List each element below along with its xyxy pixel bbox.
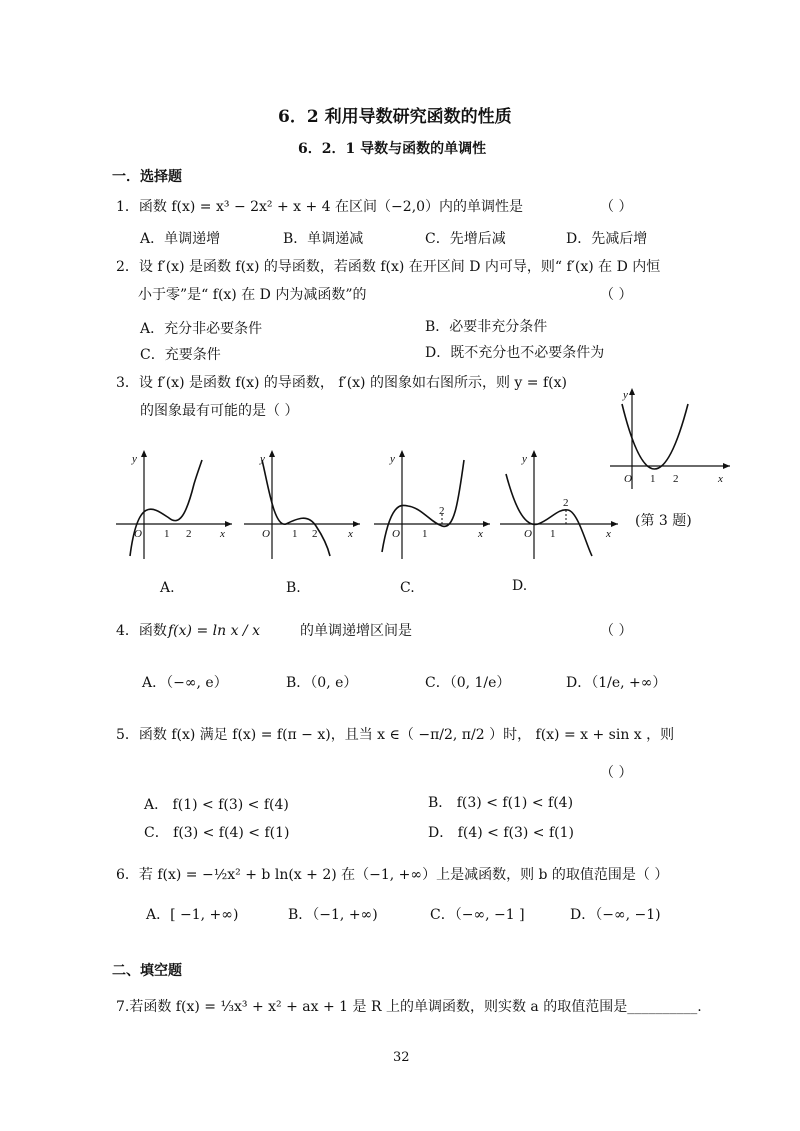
question-7-stem: 7.若函数 f(x) = ⅓x³ + x² + ax + 1 是 R 上的单调函数，则实数 a 的取值范围是__________. bbox=[116, 999, 702, 1015]
question-1-answer-paren: （ ） bbox=[600, 199, 633, 215]
graph-b-y-label: y bbox=[260, 453, 265, 465]
question-5-answer-paren: （ ） bbox=[600, 765, 633, 781]
question-4-expression: f(x) = ln x / x bbox=[168, 623, 260, 639]
graph-a-origin: O bbox=[134, 528, 142, 540]
graph-option-d bbox=[498, 444, 620, 568]
graph-c-x-label: x bbox=[478, 528, 483, 540]
question-3-stem-line1: 3．设 f′(x) 是函数 f(x) 的导函数， f′(x) 的图象如右图所示，则 y = f(x) bbox=[116, 375, 567, 391]
graph-d-x-label: x bbox=[606, 528, 611, 540]
question-5-option-b: B． f(3) < f(1) < f(4) bbox=[428, 795, 574, 811]
question-6-option-c: C．（−∞, −1 ] bbox=[430, 907, 525, 923]
page-number: 32 bbox=[393, 1050, 410, 1065]
question-4-option-c: C．（0, 1/e） bbox=[425, 675, 511, 691]
question-1-stem: 1．函数 f(x) = x³ − 2x² + x + 4 在区间（−2,0）内的单调性是 bbox=[116, 199, 524, 215]
deriv-y-label: y bbox=[623, 389, 628, 401]
section-fill-heading: 二、填空题 bbox=[112, 963, 182, 979]
graph-a-tick-1: 1 bbox=[164, 528, 170, 540]
question-5-option-a: A． f(1) < f(3) < f(4) bbox=[144, 797, 289, 813]
graph-c-tick-1: 1 bbox=[422, 528, 428, 540]
page-title: 6．2 利用导数研究函数的性质 bbox=[278, 107, 512, 127]
question-2-option-a: A．充分非必要条件 bbox=[140, 321, 263, 337]
graph-a-tick-2: 2 bbox=[186, 528, 192, 540]
derivative-graph bbox=[606, 384, 736, 498]
question-1-option-d: D．先减后增 bbox=[566, 231, 648, 247]
graph-d-tick-2: 2 bbox=[563, 497, 569, 509]
question-4-option-d: D．（1/e, +∞） bbox=[566, 675, 667, 691]
graph-label-d: D. bbox=[512, 578, 528, 594]
question-6-option-b: B．（−1, +∞) bbox=[288, 907, 378, 923]
question-2-stem-line2: 小于零”是“ f(x) 在 D 内为减函数”的 bbox=[138, 287, 367, 303]
deriv-origin-label: O bbox=[624, 473, 632, 485]
question-4-prefix: 4．函数 bbox=[116, 623, 167, 639]
graph-d-origin: O bbox=[524, 528, 532, 540]
graph-d-tick-1: 1 bbox=[550, 528, 556, 540]
question-2-stem-line1: 2．设 f′(x) 是函数 f(x) 的导函数，若函数 f(x) 在开区间 D 内可导，则“ f′(x) 在 D 内恒 bbox=[116, 259, 661, 275]
deriv-tick-1: 1 bbox=[650, 473, 656, 485]
graph-option-a bbox=[114, 444, 234, 568]
question-1-option-a: A．单调递增 bbox=[140, 231, 221, 247]
question-2-answer-paren: （ ） bbox=[600, 287, 633, 303]
question-1-option-b: B．单调递减 bbox=[283, 231, 364, 247]
question-4-option-a: A．（−∞, e） bbox=[142, 675, 228, 691]
question-6-option-d: D．（−∞, −1) bbox=[570, 907, 661, 923]
question-2-option-b: B．必要非充分条件 bbox=[425, 319, 548, 335]
graph-label-a: A. bbox=[160, 580, 175, 596]
question-5-option-d: D． f(4) < f(3) < f(1) bbox=[428, 825, 574, 841]
figure-3-caption: (第 3 题) bbox=[635, 513, 692, 529]
graph-option-b bbox=[242, 444, 362, 568]
question-5-stem: 5．函数 f(x) 满足 f(x) = f(π − x)，且当 x ∈（ −π/2, π/2 ）时， f(x) = x + sin x ，则 bbox=[116, 727, 675, 743]
graph-d-y-label: y bbox=[522, 453, 527, 465]
graph-b-x-label: x bbox=[348, 528, 353, 540]
deriv-tick-2: 2 bbox=[673, 473, 679, 485]
graph-option-c bbox=[372, 444, 492, 568]
graph-label-b: B. bbox=[286, 580, 301, 596]
question-1-option-c: C．先增后减 bbox=[425, 231, 506, 247]
question-3-stem-line2: 的图象最有可能的是（ ） bbox=[140, 403, 299, 419]
page-subtitle: 6．2．1 导数与函数的单调性 bbox=[298, 141, 487, 157]
graph-b-tick-2: 2 bbox=[312, 528, 318, 540]
section-choice-heading: 一．选择题 bbox=[112, 169, 182, 185]
question-2-option-d: D．既不充分也不必要条件为 bbox=[425, 345, 605, 361]
graph-a-y-label: y bbox=[132, 453, 137, 465]
graph-c-tick-2: 2 bbox=[439, 505, 445, 517]
deriv-x-label: x bbox=[718, 473, 723, 485]
question-5-option-c: C． f(3) < f(4) < f(1) bbox=[144, 825, 290, 841]
question-2-option-c: C．充要条件 bbox=[140, 347, 221, 363]
question-4-option-b: B．（0, e） bbox=[286, 675, 358, 691]
graph-c-y-label: y bbox=[390, 453, 395, 465]
question-4-suffix: 的单调递增区间是 bbox=[300, 623, 412, 639]
graph-a-x-label: x bbox=[220, 528, 225, 540]
question-6-option-a: A．[ −1, +∞) bbox=[146, 907, 239, 923]
graph-label-c: C. bbox=[400, 580, 415, 596]
graph-b-origin: O bbox=[262, 528, 270, 540]
question-6-stem: 6．若 f(x) = −½x² + b ln(x + 2) 在（−1, +∞）上是减函数，则 b 的取值范围是（ ） bbox=[116, 867, 669, 883]
graph-b-tick-1: 1 bbox=[292, 528, 298, 540]
graph-c-origin: O bbox=[392, 528, 400, 540]
question-4-answer-paren: （ ） bbox=[600, 623, 633, 639]
